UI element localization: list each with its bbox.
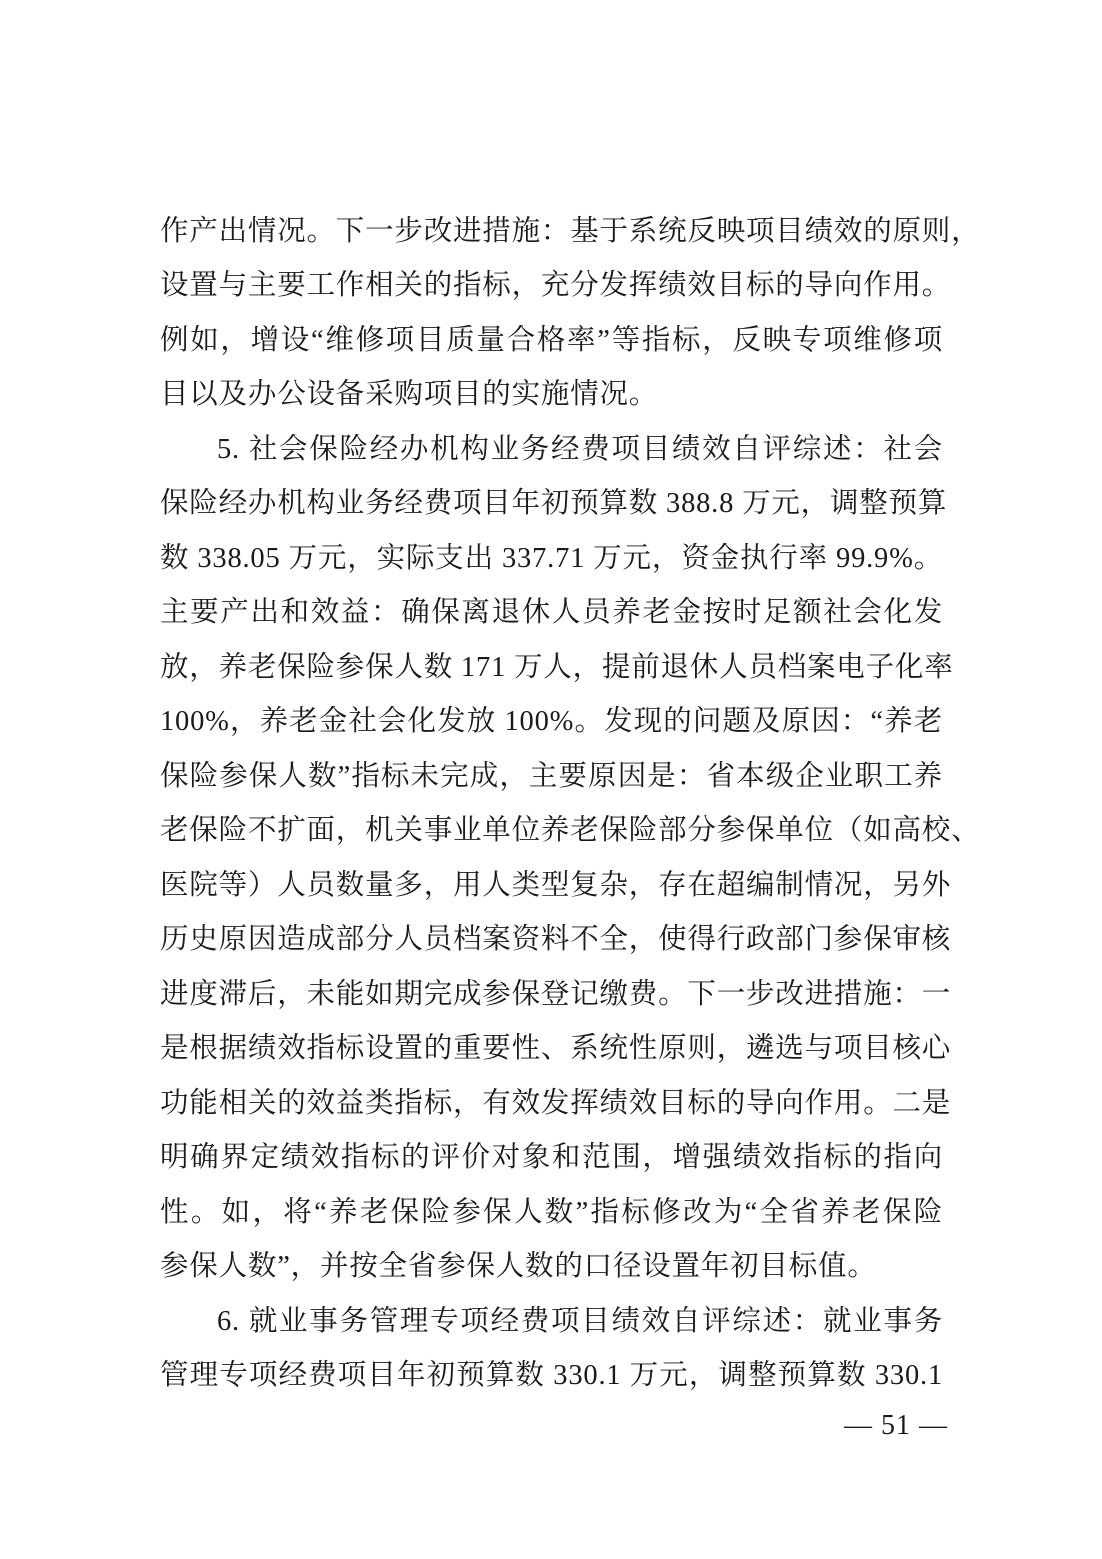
text-line: 是根据绩效指标设置的重要性、系统性原则，遴选与项目核心 (160, 1033, 952, 1064)
text-line: 参保人数”，并按全省参保人数的口径设置年初目标值。 (160, 1251, 877, 1282)
section-heading-6: 6. 就业事务管理专项经费项目绩效自评综述：就业事务 (217, 1306, 943, 1337)
text-line: 管理专项经费项目年初预算数 330.1 万元，调整预算数 330.1 (160, 1360, 943, 1391)
text-line: 老保险不扩面，机关事业单位养老保险部分参保单位（如高校、 (160, 815, 981, 846)
text-line: 性。如，将“养老保险参保人数”指标修改为“全省养老保险 (160, 1197, 943, 1228)
text-line: 例如，增设“维修项目质量合格率”等指标，反映专项维修项 (160, 325, 943, 356)
text-line: 进度滞后，未能如期完成参保登记缴费。下一步改进措施：一 (160, 979, 952, 1010)
text-line: 医院等）人员数量多，用人类型复杂，存在超编制情况，另外 (160, 870, 952, 901)
page-number: — 51 — (844, 1410, 948, 1441)
text-line: 100%，养老金社会化发放 100%。发现的问题及原因：“养老 (160, 706, 943, 737)
text-line: 数 338.05 万元，实际支出 337.71 万元，资金执行率 99.9%。 (160, 543, 943, 574)
text-line: 作产出情况。下一步改进措施：基于系统反映项目绩效的原则， (160, 216, 981, 247)
text-line: 主要产出和效益：确保离退休人员养老金按时足额社会化发 (160, 597, 943, 628)
text-line: 明确界定绩效指标的评价对象和范围，增强绩效指标的指向 (160, 1142, 943, 1173)
text-line: 保险参保人数”指标未完成，主要原因是：省本级企业职工养 (160, 761, 943, 792)
text-line: 设置与主要工作相关的指标，充分发挥绩效目标的导向作用。 (160, 270, 952, 301)
text-line: 历史原因造成部分人员档案资料不全，使得行政部门参保审核 (160, 924, 952, 955)
text-line: 保险经办机构业务经费项目年初预算数 388.8 万元，调整预算 (160, 488, 948, 519)
section-heading-5: 5. 社会保险经办机构业务经费项目绩效自评综述：社会 (217, 434, 943, 465)
text-line: 功能相关的效益类指标，有效发挥绩效目标的导向作用。二是 (160, 1088, 952, 1119)
text-line: 放，养老保险参保人数 171 万人，提前退休人员档案电子化率 (160, 652, 954, 683)
text-line: 目以及办公设备采购项目的实施情况。 (160, 379, 659, 410)
